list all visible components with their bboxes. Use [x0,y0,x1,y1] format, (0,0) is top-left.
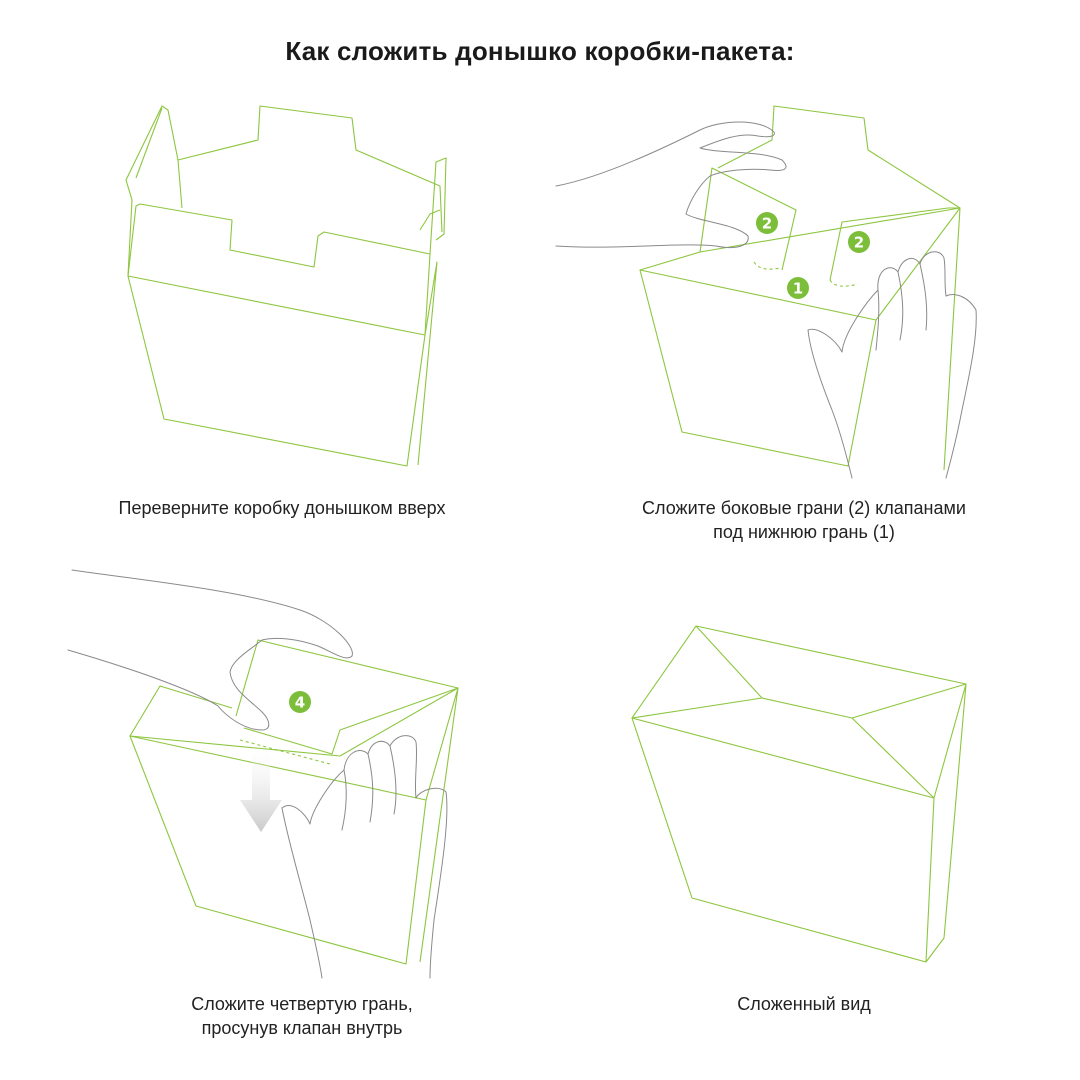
step-1-box-illustration [126,106,446,466]
step-4-box-illustration [632,626,966,962]
step-3-box-illustration [68,570,458,978]
arrow-down-icon [240,740,282,832]
caption-line: просунув клапан внутрь [201,1018,403,1038]
caption-line: Сложите боковые грани (2) клапанами [642,498,966,518]
step-2-badge-left [756,212,778,234]
step-1-caption [60,496,504,520]
step-3-caption [80,992,524,1040]
caption-line: Сложенный вид [737,994,871,1014]
step-2-badge-right [848,231,870,253]
badge-number: 2 [761,214,773,233]
hand-icon [556,122,976,478]
step-2-caption [590,496,1018,544]
caption-line: под нижнюю грань (1) [713,522,895,542]
step-4-caption [590,992,1018,1016]
step-2-box-illustration [556,106,976,478]
step-3-badge [289,691,311,713]
caption-line: Сложите четвертую грань, [191,994,413,1014]
badge-number: 4 [294,693,306,712]
step-2-badge-bottom [787,277,809,299]
caption-line: Переверните коробку донышком вверх [118,498,446,518]
page-title: Как сложить донышко коробки-пакета: [285,36,795,66]
badge-number: 1 [792,279,804,298]
badge-number: 2 [853,233,865,252]
